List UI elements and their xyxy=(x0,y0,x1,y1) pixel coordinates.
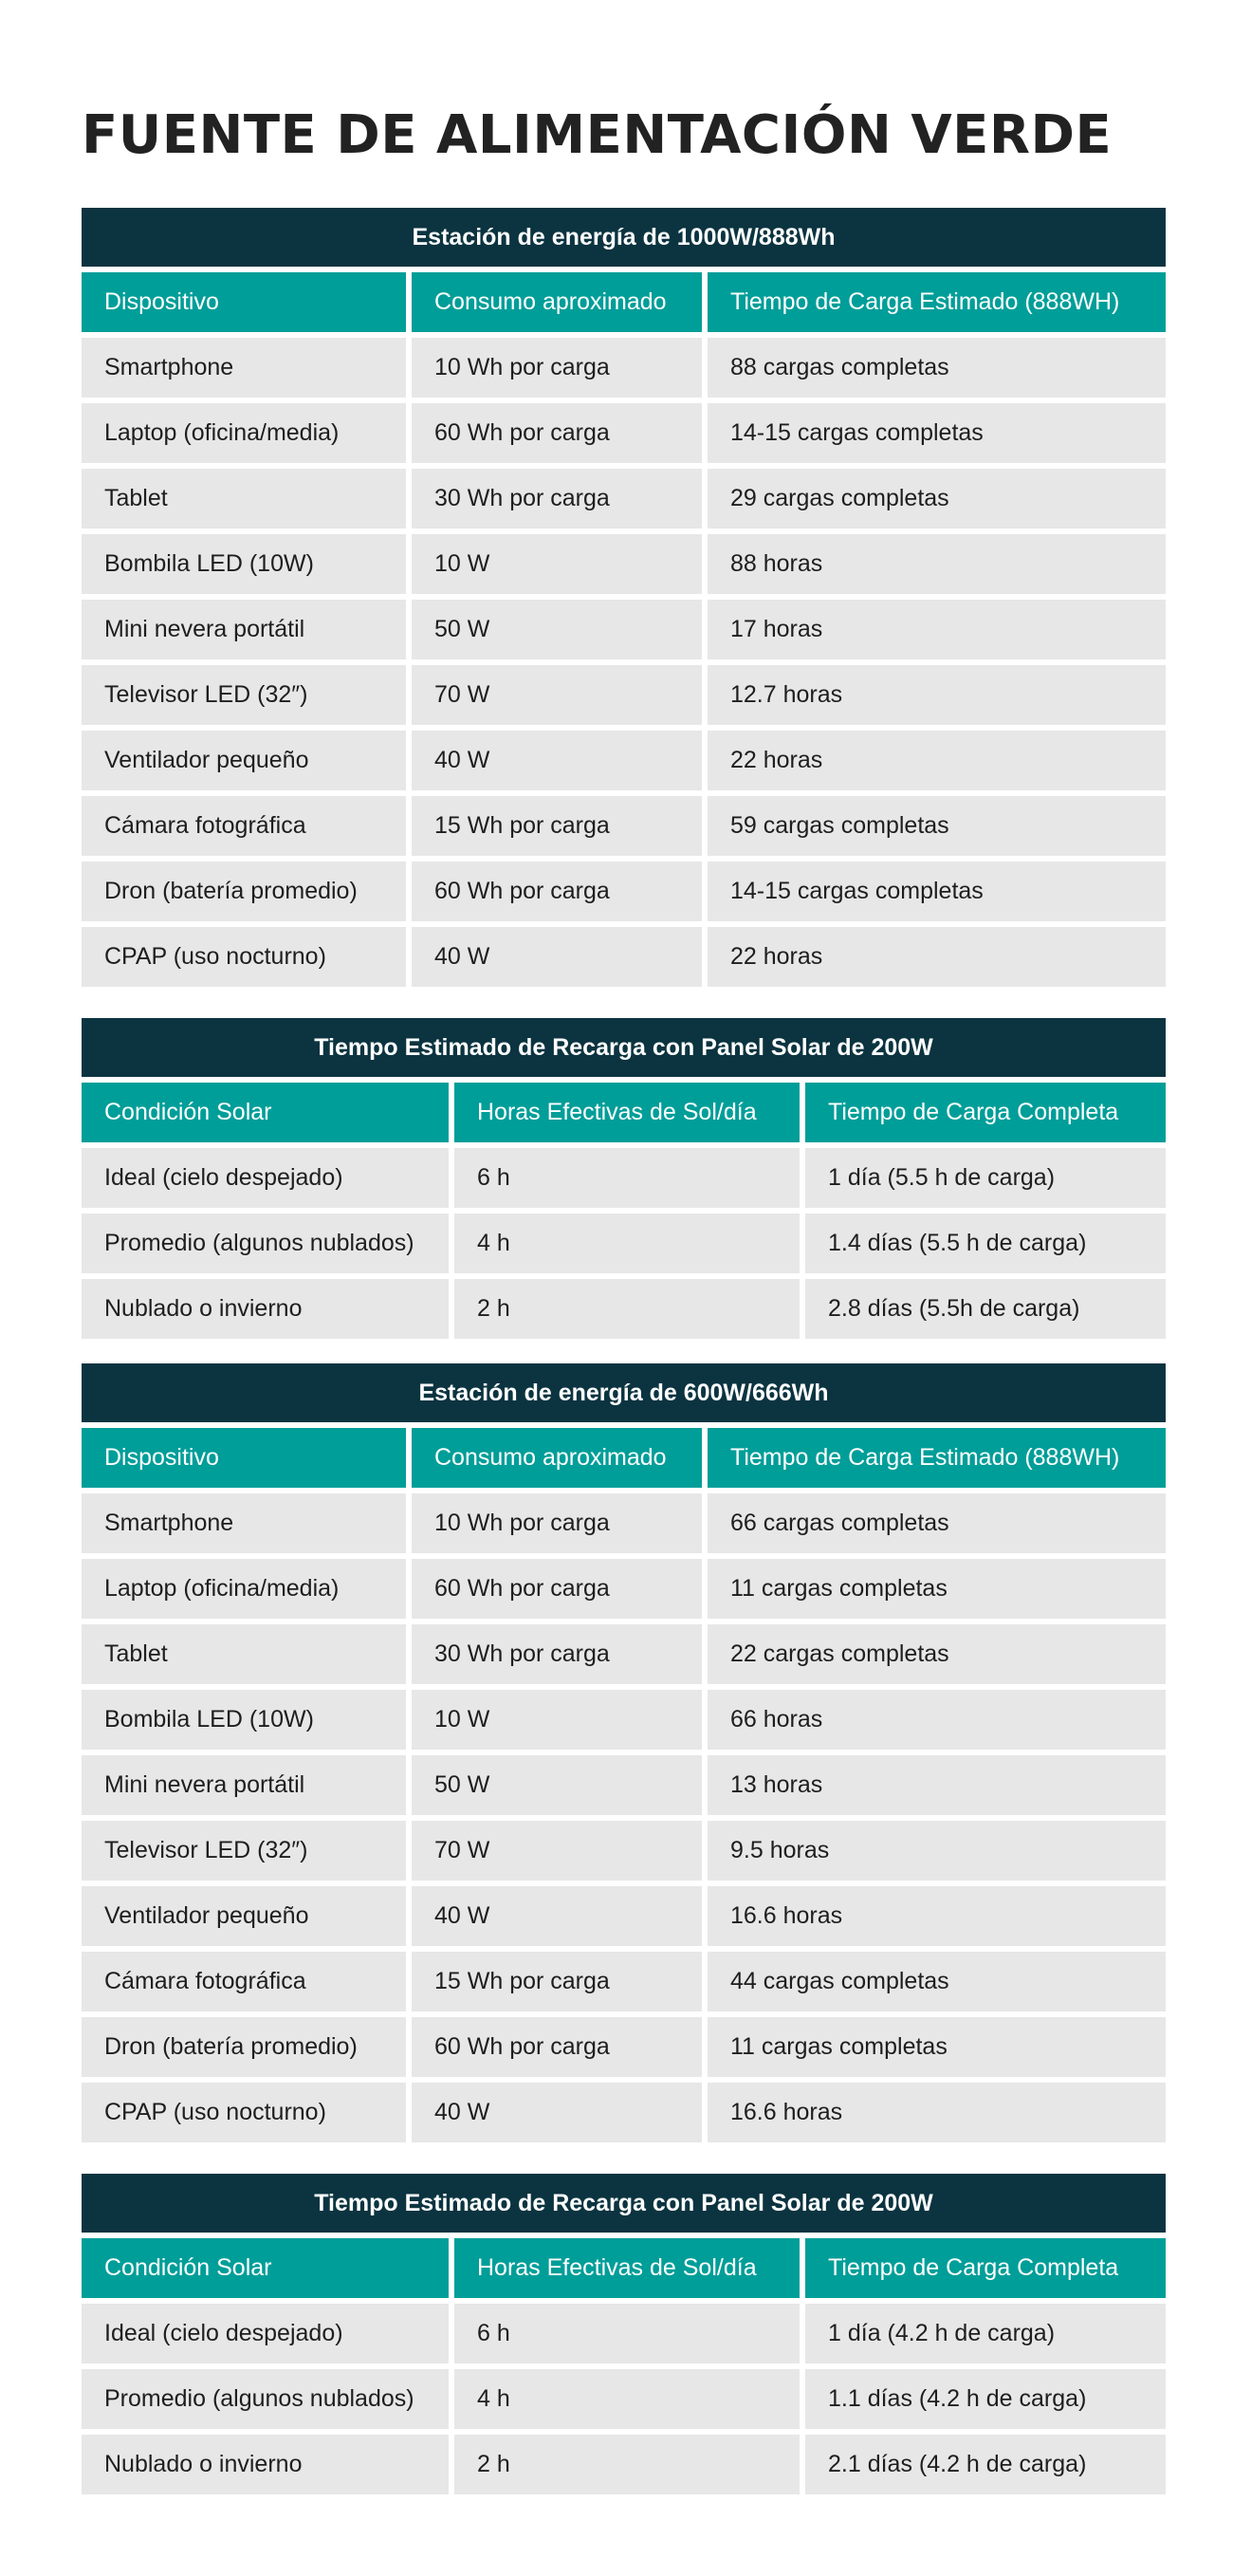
table-cell-charge-time: 44 cargas completas xyxy=(708,1952,1166,2011)
table-station-600w xyxy=(82,1363,1166,2142)
table-grid xyxy=(82,1428,1166,2142)
table-cell-device: Mini nevera portátil xyxy=(82,1755,406,1815)
table-cell-charge-time: 14-15 cargas completas xyxy=(708,862,1166,921)
table-cell-full-charge-time: 2.1 días (4.2 h de carga) xyxy=(805,2435,1166,2494)
table-cell-consumption: 15 Wh por carga xyxy=(412,1952,702,2011)
column-header-device: Dispositivo xyxy=(82,1428,406,1488)
table-cell-consumption: 70 W xyxy=(412,665,702,725)
table-cell-device: Laptop (oficina/media) xyxy=(82,403,406,463)
table-cell-charge-time: 16.6 horas xyxy=(708,2083,1166,2142)
table-cell-charge-time: 11 cargas completas xyxy=(708,2017,1166,2077)
table-cell-consumption: 30 Wh por carga xyxy=(412,1624,702,1684)
table-cell-charge-time: 66 horas xyxy=(708,1690,1166,1750)
column-header-sun-hours: Horas Efectivas de Sol/día xyxy=(454,2238,800,2298)
table-cell-solar-condition: Nublado o invierno xyxy=(82,2435,449,2494)
table-cell-sun-hours: 6 h xyxy=(454,1148,800,1208)
table-cell-charge-time: 66 cargas completas xyxy=(708,1493,1166,1553)
page-title: FUENTE DE ALIMENTACIÓN VERDE xyxy=(82,104,1113,166)
table-cell-full-charge-time: 1 día (4.2 h de carga) xyxy=(805,2304,1166,2363)
table-cell-consumption: 60 Wh por carga xyxy=(412,2017,702,2077)
table-cell-charge-time: 22 cargas completas xyxy=(708,1624,1166,1684)
table-cell-consumption: 60 Wh por carga xyxy=(412,403,702,463)
table-cell-charge-time: 22 horas xyxy=(708,927,1166,987)
table-cell-consumption: 10 W xyxy=(412,1690,702,1750)
table-cell-solar-condition: Nublado o invierno xyxy=(82,1279,449,1339)
table-cell-sun-hours: 2 h xyxy=(454,2435,800,2494)
table-grid xyxy=(82,272,1166,987)
column-header-consumption: Consumo aproximado xyxy=(412,272,702,332)
table-title: Estación de energía de 600W/666Wh xyxy=(82,1363,1166,1422)
table-cell-device: Ventilador pequeño xyxy=(82,1886,406,1946)
table-cell-charge-time: 14-15 cargas completas xyxy=(708,403,1166,463)
table-cell-consumption: 30 Wh por carga xyxy=(412,469,702,528)
table-cell-consumption: 40 W xyxy=(412,927,702,987)
table-cell-full-charge-time: 1.1 días (4.2 h de carga) xyxy=(805,2369,1166,2429)
table-cell-device: Tablet xyxy=(82,469,406,528)
table-cell-charge-time: 59 cargas completas xyxy=(708,796,1166,856)
table-cell-sun-hours: 4 h xyxy=(454,1214,800,1273)
table-cell-consumption: 60 Wh por carga xyxy=(412,862,702,921)
table-cell-consumption: 40 W xyxy=(412,2083,702,2142)
table-title: Estación de energía de 1000W/888Wh xyxy=(82,208,1166,267)
table-cell-solar-condition: Promedio (algunos nublados) xyxy=(82,1214,449,1273)
table-cell-full-charge-time: 2.8 días (5.5h de carga) xyxy=(805,1279,1166,1339)
table-cell-solar-condition: Ideal (cielo despejado) xyxy=(82,1148,449,1208)
column-header-consumption: Consumo aproximado xyxy=(412,1428,702,1488)
table-cell-full-charge-time: 1.4 días (5.5 h de carga) xyxy=(805,1214,1166,1273)
table-cell-consumption: 15 Wh por carga xyxy=(412,796,702,856)
table-cell-device: Smartphone xyxy=(82,338,406,398)
column-header-charge-time: Tiempo de Carga Estimado (888WH) xyxy=(708,1428,1166,1488)
table-cell-sun-hours: 4 h xyxy=(454,2369,800,2429)
column-header-charge-time: Tiempo de Carga Estimado (888WH) xyxy=(708,272,1166,332)
table-cell-device: Dron (batería promedio) xyxy=(82,2017,406,2077)
table-title: Tiempo Estimado de Recarga con Panel Solar de 200W xyxy=(82,1018,1166,1077)
column-header-sun-hours: Horas Efectivas de Sol/día xyxy=(454,1083,800,1142)
table-cell-device: Mini nevera portátil xyxy=(82,600,406,659)
column-header-full-charge-time: Tiempo de Carga Completa xyxy=(805,2238,1166,2298)
column-header-full-charge-time: Tiempo de Carga Completa xyxy=(805,1083,1166,1142)
table-cell-charge-time: 88 cargas completas xyxy=(708,338,1166,398)
table-cell-sun-hours: 2 h xyxy=(454,1279,800,1339)
table-cell-charge-time: 13 horas xyxy=(708,1755,1166,1815)
table-cell-consumption: 60 Wh por carga xyxy=(412,1559,702,1619)
table-cell-consumption: 10 Wh por carga xyxy=(412,338,702,398)
table-cell-device: Televisor LED (32″) xyxy=(82,665,406,725)
column-header-solar-condition: Condición Solar xyxy=(82,1083,449,1142)
table-cell-charge-time: 22 horas xyxy=(708,731,1166,790)
table-cell-consumption: 10 W xyxy=(412,534,702,594)
table-cell-device: Dron (batería promedio) xyxy=(82,862,406,921)
table-title: Tiempo Estimado de Recarga con Panel Solar de 200W xyxy=(82,2174,1166,2233)
table-cell-device: CPAP (uso nocturno) xyxy=(82,2083,406,2142)
table-cell-charge-time: 17 horas xyxy=(708,600,1166,659)
table-cell-device: Smartphone xyxy=(82,1493,406,1553)
table-cell-charge-time: 12.7 horas xyxy=(708,665,1166,725)
table-cell-solar-condition: Ideal (cielo despejado) xyxy=(82,2304,449,2363)
table-cell-device: CPAP (uso nocturno) xyxy=(82,927,406,987)
table-cell-consumption: 50 W xyxy=(412,1755,702,1815)
table-cell-charge-time: 29 cargas completas xyxy=(708,469,1166,528)
table-station-1000w xyxy=(82,208,1166,987)
column-header-solar-condition: Condición Solar xyxy=(82,2238,449,2298)
table-cell-charge-time: 16.6 horas xyxy=(708,1886,1166,1946)
table-cell-consumption: 10 Wh por carga xyxy=(412,1493,702,1553)
table-cell-consumption: 40 W xyxy=(412,731,702,790)
table-cell-charge-time: 9.5 horas xyxy=(708,1821,1166,1881)
table-cell-device: Tablet xyxy=(82,1624,406,1684)
table-cell-consumption: 70 W xyxy=(412,1821,702,1881)
table-cell-device: Cámara fotográfica xyxy=(82,796,406,856)
table-cell-device: Bombila LED (10W) xyxy=(82,1690,406,1750)
table-cell-device: Televisor LED (32″) xyxy=(82,1821,406,1881)
column-header-device: Dispositivo xyxy=(82,272,406,332)
table-cell-charge-time: 11 cargas completas xyxy=(708,1559,1166,1619)
table-cell-consumption: 40 W xyxy=(412,1886,702,1946)
table-cell-sun-hours: 6 h xyxy=(454,2304,800,2363)
table-cell-charge-time: 88 horas xyxy=(708,534,1166,594)
table-cell-consumption: 50 W xyxy=(412,600,702,659)
table-cell-device: Laptop (oficina/media) xyxy=(82,1559,406,1619)
table-grid xyxy=(82,1083,1166,1339)
table-solar-recharge-1000w xyxy=(82,1018,1166,1339)
table-cell-solar-condition: Promedio (algunos nublados) xyxy=(82,2369,449,2429)
table-grid xyxy=(82,2238,1166,2494)
table-cell-device: Cámara fotográfica xyxy=(82,1952,406,2011)
table-cell-device: Ventilador pequeño xyxy=(82,731,406,790)
table-solar-recharge-600w xyxy=(82,2174,1166,2494)
table-cell-device: Bombila LED (10W) xyxy=(82,534,406,594)
table-cell-full-charge-time: 1 día (5.5 h de carga) xyxy=(805,1148,1166,1208)
